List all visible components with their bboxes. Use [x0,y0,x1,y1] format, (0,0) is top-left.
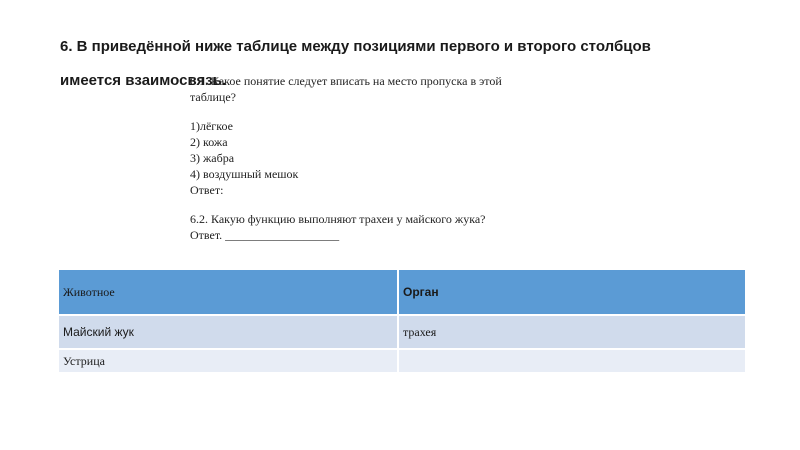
question-block [190,73,610,243]
cell-animal: Майский жук [58,315,398,349]
task-heading-line-2: имеется взаимосвязь. [60,72,227,89]
table-row [58,315,746,349]
cell-animal: Устрица [58,349,398,373]
question-6-1-line-2: таблице? [190,90,237,104]
option-4: 4) воздушный мешок [190,167,299,181]
answer-6-1: Ответ: [190,183,224,197]
table-row [58,349,746,373]
cell-organ-blank[interactable] [398,349,746,373]
header-organ: Орган [398,269,746,315]
question-6-1-line-1: 6.1. Какое понятие следует вписать на место пропуска в этой [190,74,502,88]
table-header-row [58,269,746,315]
question-6-2: 6.2. Какую функцию выполняют трахеи у майского жука? [190,212,486,226]
task-heading-line-1: 6. В приведённой ниже таблице между позициями первого и второго столбцов [60,38,651,55]
answer-6-2: Ответ. ___________________ [190,228,340,242]
animal-organ-table [57,268,747,374]
option-2: 2) кожа [190,135,228,149]
option-3: 3) жабра [190,151,235,165]
cell-organ: трахея [398,315,746,349]
option-1: 1)лёгкое [190,119,233,133]
header-animal: Животное [58,269,398,315]
